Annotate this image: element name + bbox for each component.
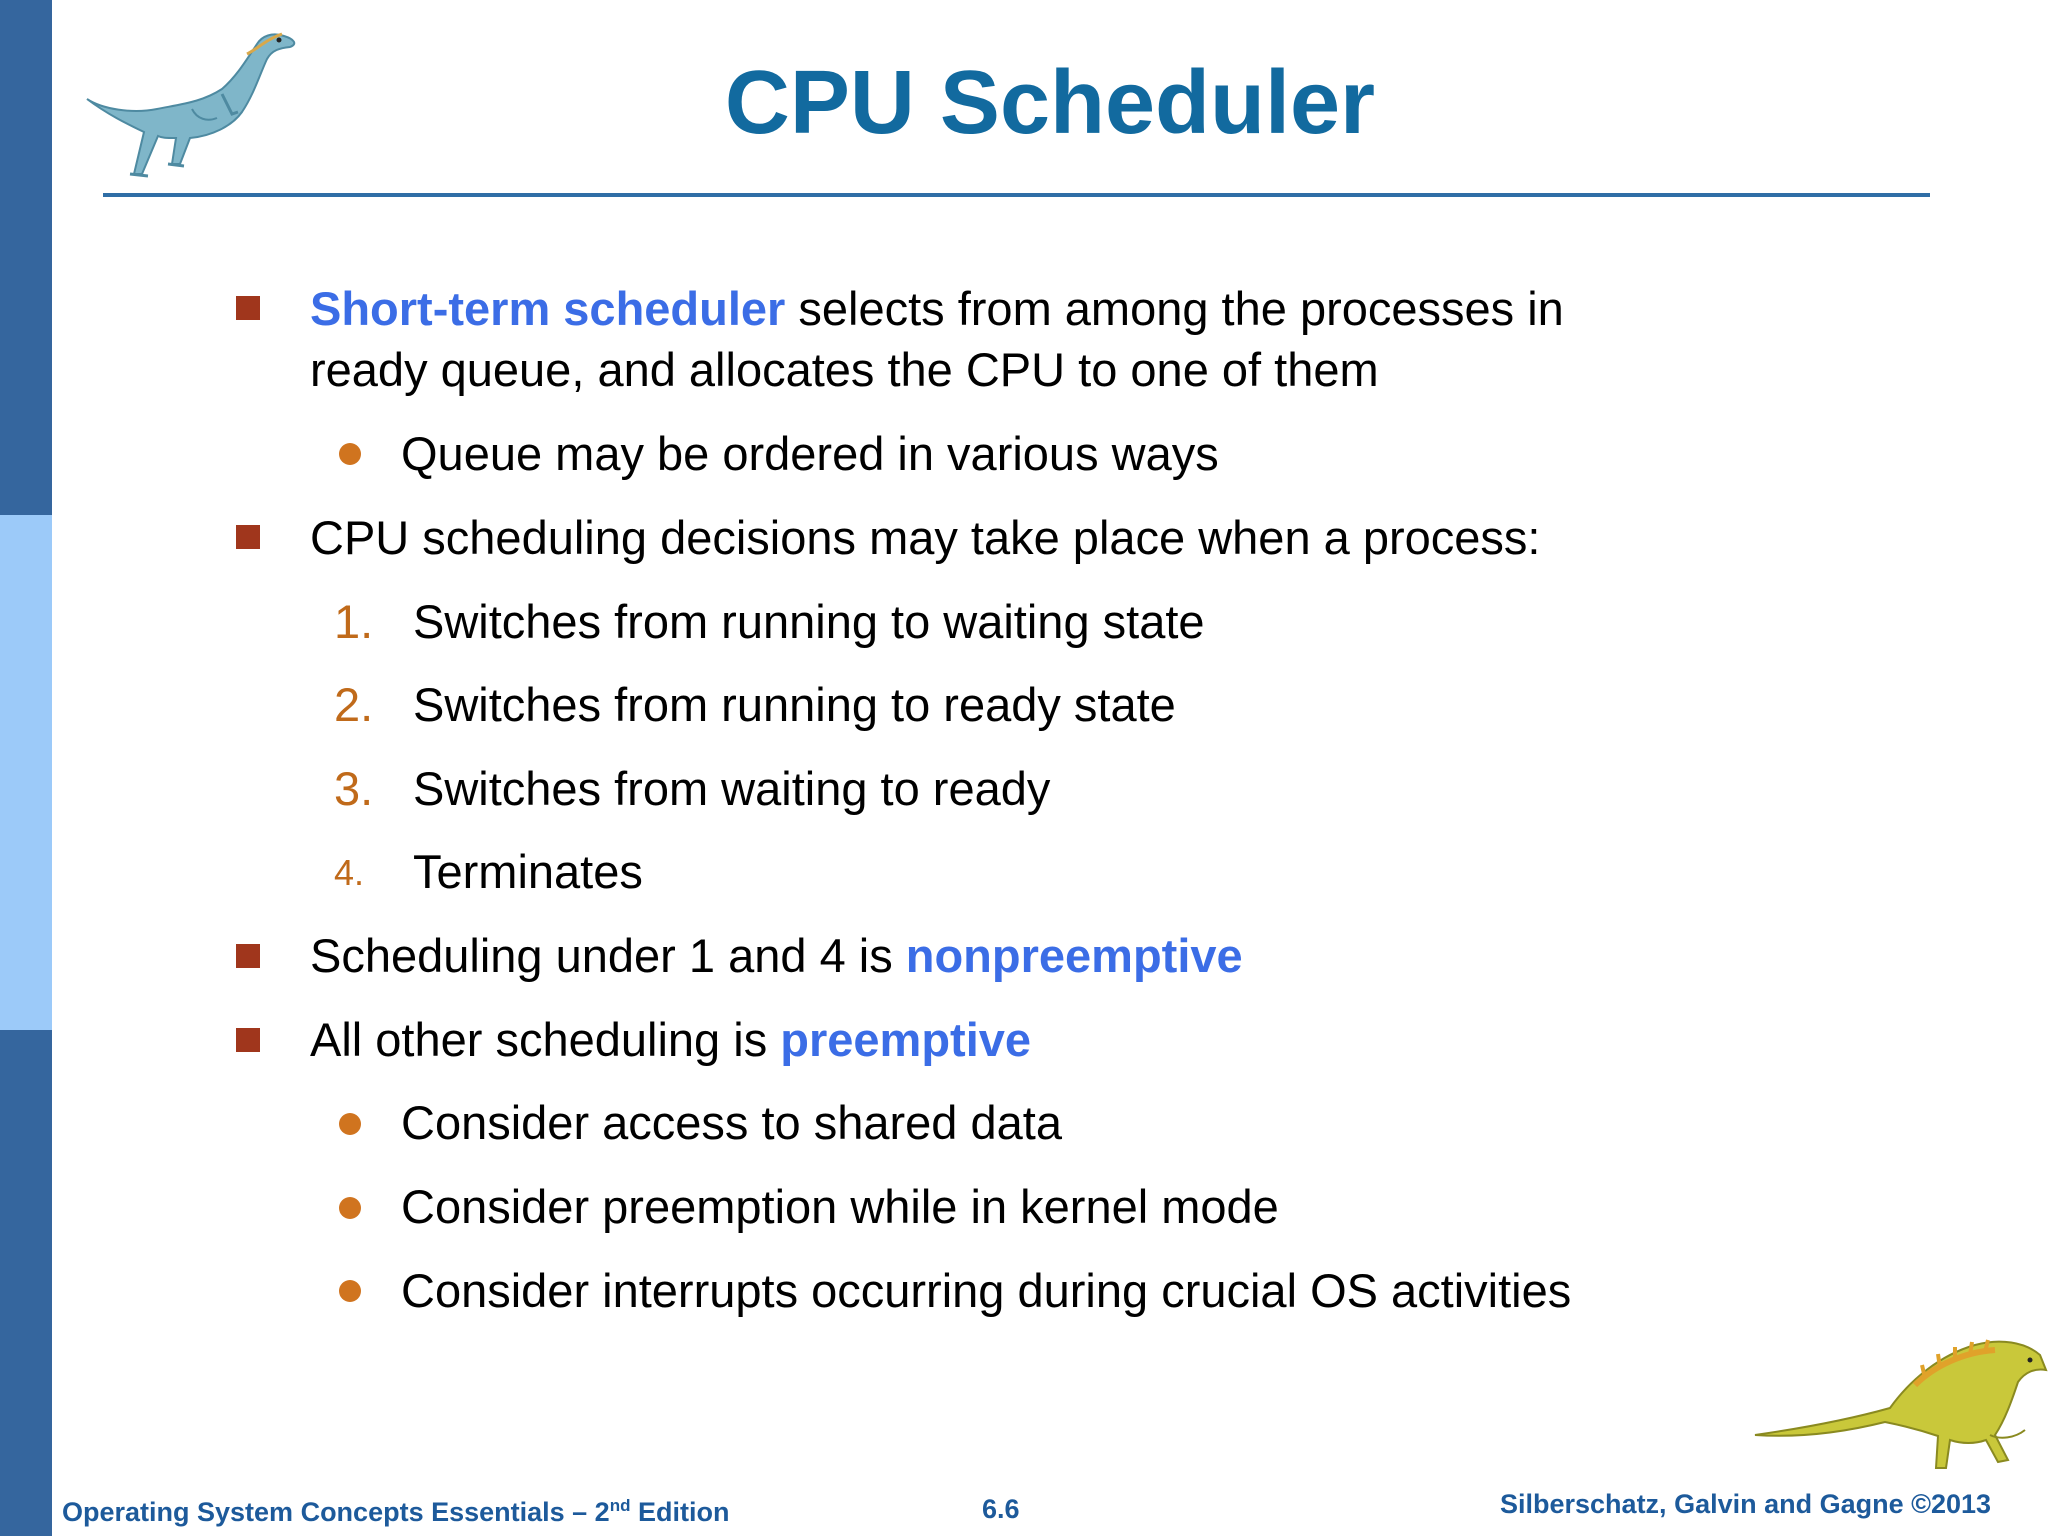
list-number: 1. <box>334 595 374 648</box>
bullet-text: selects from among the processes in <box>785 282 1564 335</box>
title-underline <box>103 193 1930 197</box>
list-number: 4. <box>334 852 365 893</box>
dinosaur-bottom-right-icon <box>1750 1310 2048 1480</box>
bullet-nonpreemptive <box>310 927 1243 985</box>
square-bullet-icon <box>236 1028 260 1052</box>
numbered-item: Switches from running to waiting state <box>413 595 1205 648</box>
bullet-text: All other scheduling is <box>310 1013 781 1066</box>
highlight-preemptive: preemptive <box>780 1013 1032 1066</box>
sub-bullet-shared-data: Consider access to shared data <box>401 1096 1062 1149</box>
highlight-short-term-scheduler: Short-term scheduler <box>310 282 786 335</box>
highlight-nonpreemptive: nonpreemptive <box>905 929 1243 982</box>
round-bullet-icon <box>339 443 361 465</box>
left-sidebar <box>0 0 52 1536</box>
square-bullet-icon <box>236 296 260 320</box>
round-bullet-icon <box>339 1197 361 1219</box>
sub-bullet-kernel-mode: Consider preemption while in kernel mode <box>401 1180 1279 1233</box>
sidebar-dark-bottom <box>0 1030 52 1536</box>
slide-title: CPU Scheduler <box>724 53 1376 153</box>
bullet-short-term <box>310 280 1564 338</box>
footer-page-number: 6.6 <box>982 1494 1020 1524</box>
sub-bullet-interrupts: Consider interrupts occurring during crucial OS activities <box>401 1264 1572 1317</box>
bullet-cpu-decisions: CPU scheduling decisions may take place when a process: <box>310 511 1541 564</box>
numbered-item: Switches from waiting to ready <box>413 762 1051 815</box>
round-bullet-icon <box>339 1280 361 1302</box>
footer-book-title: Operating System Concepts Essentials – 2nd Edition <box>62 1496 730 1527</box>
numbered-item: Switches from running to ready state <box>413 678 1176 731</box>
sub-bullet-queue: Queue may be ordered in various ways <box>401 427 1219 480</box>
footer-authors: Silberschatz, Galvin and Gagne ©2013 <box>1500 1489 1992 1519</box>
sidebar-light-middle <box>0 515 52 1030</box>
numbered-item: Terminates <box>413 845 643 898</box>
list-number: 3. <box>334 762 374 815</box>
round-bullet-icon <box>339 1113 361 1135</box>
bullet-text: Scheduling under 1 and 4 is <box>310 929 906 982</box>
square-bullet-icon <box>236 525 260 549</box>
square-bullet-icon <box>236 944 260 968</box>
bullet-short-term-continued: ready queue, and allocates the CPU to one of them <box>310 343 1379 396</box>
sidebar-dark-top <box>0 0 52 515</box>
list-number: 2. <box>334 678 374 731</box>
bullet-preemptive <box>310 1011 1031 1069</box>
